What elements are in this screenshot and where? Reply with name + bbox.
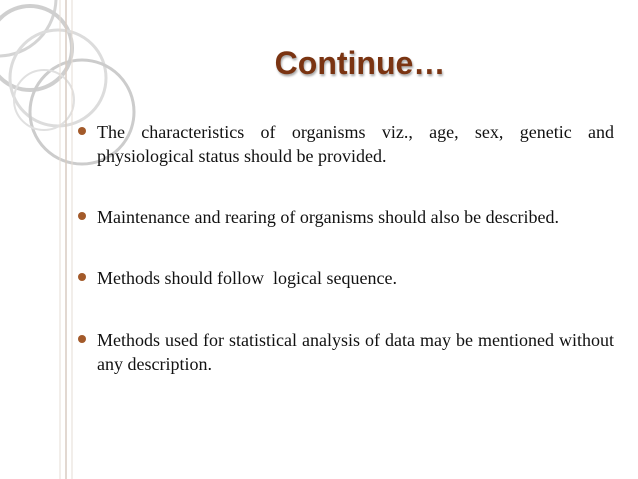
bullet-list — [78, 120, 614, 376]
list-item — [78, 328, 614, 376]
bullet-icon — [78, 212, 86, 220]
slide-title: Continue… — [274, 44, 446, 81]
bullet-icon — [78, 273, 86, 281]
bullet-text: Maintenance and rearing of organisms should also be described. — [97, 207, 560, 227]
list-item — [78, 120, 614, 168]
bullet-text: Methods used for statistical analysis of data may be mentioned without any description. — [97, 330, 614, 374]
bullet-text: Methods should follow logical sequence. — [97, 268, 397, 288]
list-item — [78, 205, 614, 229]
list-item — [78, 266, 614, 290]
bullet-icon — [78, 335, 86, 343]
bullet-icon — [78, 127, 86, 135]
bullet-text: The characteristics of organisms viz., age, sex, genetic and physiological status should be provided. — [97, 122, 614, 166]
